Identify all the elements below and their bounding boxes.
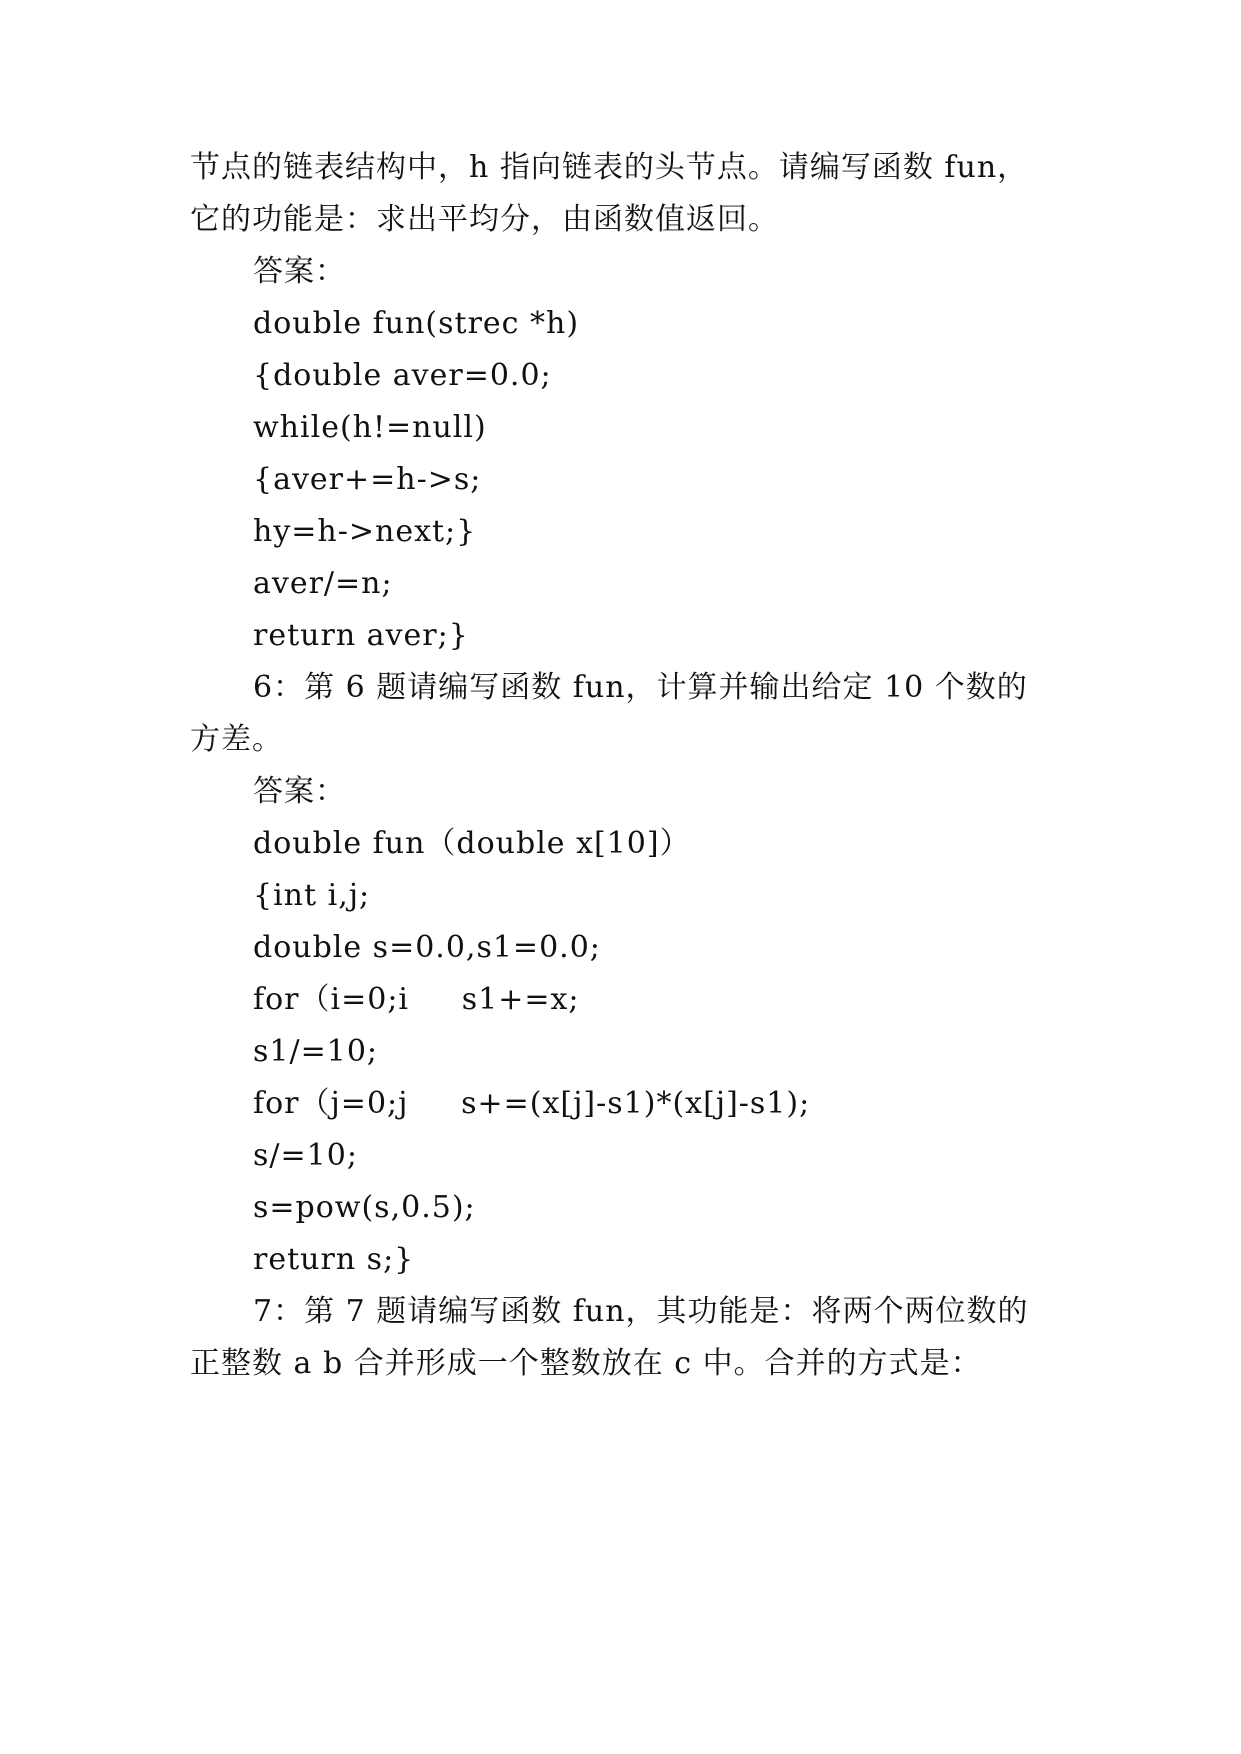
code-line: {aver+=h->s; (253, 462, 482, 497)
code-line: double s=0.0,s1=0.0; (253, 930, 601, 965)
answer-label: 答案： (253, 254, 346, 289)
code-line: double fun(strec *h) (253, 306, 580, 341)
answer-label: 答案： (253, 774, 346, 809)
question-line: 7：第 7 题请编写函数 fun，其功能是：将两个两位数的 (253, 1294, 1029, 1329)
code-line: s1/=10; (253, 1034, 379, 1069)
question-line: 正整数 a b 合并形成一个整数放在 c 中。合并的方式是： (190, 1346, 982, 1381)
code-line: aver/=n; (253, 566, 393, 601)
question-line: 6：第 6 题请编写函数 fun，计算并输出给定 10 个数的 (253, 670, 1028, 705)
code-line: s=pow(s,0.5); (253, 1190, 476, 1225)
code-line: for（i=0;i s1+=x; (253, 982, 580, 1017)
code-line: s/=10; (253, 1138, 358, 1173)
code-line: for（j=0;j s+=(x[j]-s1)*(x[j]-s1); (253, 1086, 811, 1121)
code-line: hy=h->next;} (253, 514, 477, 549)
code-line: double fun（double x[10]） (253, 826, 691, 861)
code-line: return s;} (253, 1242, 415, 1277)
text-line: 节点的链表结构中，h 指向链表的头节点。请编写函数 fun， (190, 150, 1029, 185)
text-line: 它的功能是：求出平均分，由函数值返回。 (190, 202, 779, 237)
question-line: 方差。 (190, 722, 283, 757)
code-line: {int i,j; (253, 878, 371, 913)
code-line: {double aver=0.0; (253, 358, 552, 393)
code-line: while(h!=null) (253, 410, 487, 445)
code-line: return aver;} (253, 618, 469, 653)
